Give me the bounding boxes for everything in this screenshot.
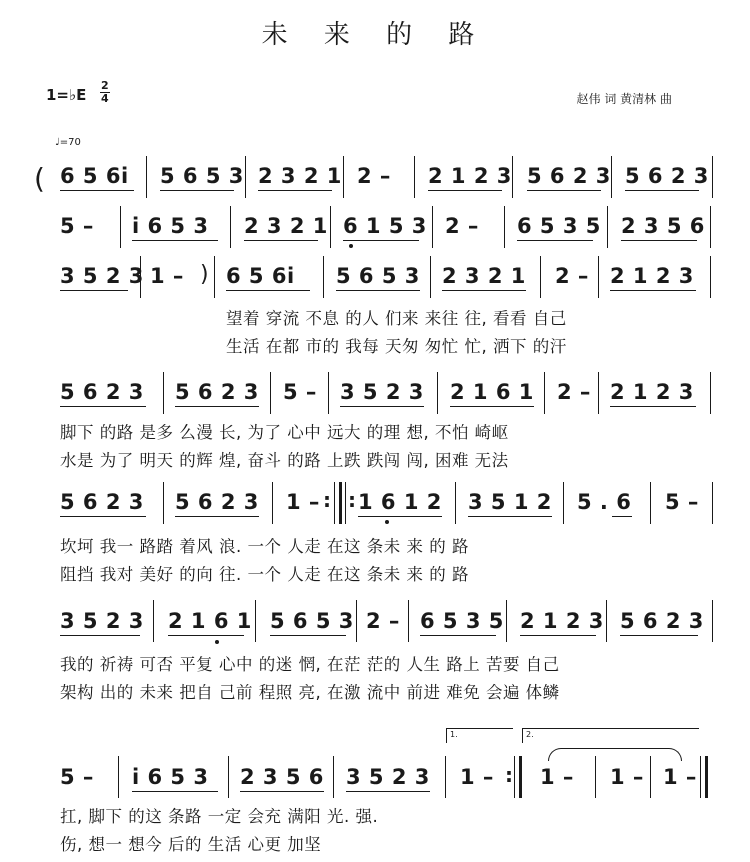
barline: [595, 756, 596, 798]
measure: 5 –: [283, 380, 317, 404]
barline: [710, 372, 711, 414]
measure: 1 –: [540, 765, 574, 789]
underline: [420, 635, 496, 636]
barline: [712, 600, 713, 642]
underline: [610, 406, 696, 407]
barline: [540, 256, 541, 298]
barline: [153, 600, 154, 642]
underline: [346, 791, 430, 792]
lyrics-verse-2: 阻挡 我对 美好 的向 往. 一个 人走 在这 条未 来 的 路: [60, 565, 469, 584]
measure: 2 –: [555, 264, 589, 288]
underline: [160, 190, 234, 191]
barline: [563, 482, 564, 524]
measure: 1 –: [460, 765, 494, 789]
underline: [468, 516, 552, 517]
underline: [168, 635, 244, 636]
barline-thick: [339, 482, 342, 524]
lyrics-verse-2: 生活 在都 市的 我每 天匆 匆忙 忙, 洒下 的汗: [226, 337, 567, 356]
measure: 5 6 2 3: [60, 380, 144, 404]
barline: [328, 372, 329, 414]
barline: [345, 482, 346, 524]
key-signature: 1=♭E: [46, 86, 87, 104]
paren-close: ): [200, 262, 209, 287]
barline: [343, 156, 344, 198]
measure: i 6 5 3: [132, 214, 209, 238]
measure: 2 1 2 3: [520, 609, 604, 633]
measure: 5 6 5 3: [160, 164, 244, 188]
barline: [710, 256, 711, 298]
underline: [60, 190, 134, 191]
underline: [244, 240, 318, 241]
barline: [333, 756, 334, 798]
measure: 1 –: [663, 765, 697, 789]
measure: 6 5 3 5: [420, 609, 504, 633]
measure: 2 3 2 1: [244, 214, 328, 238]
underline: [60, 516, 146, 517]
lyrics-verse-1: 我的 祈祷 可否 平复 心中 的迷 惘, 在茫 茫的 人生 路上 苦要 自己: [60, 655, 560, 674]
measure: 1 –: [610, 765, 644, 789]
measure: 2 –: [557, 380, 591, 404]
barline: [544, 372, 545, 414]
tempo-mark: ♩=70: [55, 137, 81, 148]
barline: [607, 206, 608, 248]
barline: [606, 600, 607, 642]
barline: [330, 206, 331, 248]
barline: [270, 372, 271, 414]
measure: 6 5 6i: [60, 164, 129, 188]
underline: [132, 240, 218, 241]
lyrics-verse-2: 伤, 想一 想今 后的 生活 心更 加坚: [60, 835, 322, 854]
measure: 6 5 6i: [226, 264, 295, 288]
underline: [620, 635, 698, 636]
barline: [163, 482, 164, 524]
underline: [442, 290, 526, 291]
measure: 2 –: [366, 609, 400, 633]
barline: [504, 206, 505, 248]
barline: [255, 600, 256, 642]
underline: [60, 635, 140, 636]
underline: [336, 290, 420, 291]
barline: [514, 756, 515, 798]
measure: 1 –: [150, 264, 184, 288]
barline: [228, 756, 229, 798]
lyrics-verse-2: 架构 出的 未来 把自 己前 程照 亮, 在激 流中 前进 难免 会遍 体鳞: [60, 683, 560, 702]
measure: 2 1 2 3: [428, 164, 512, 188]
barline: [163, 372, 164, 414]
paren-open: (: [34, 162, 45, 195]
underline: [132, 791, 218, 792]
lyrics-verse-1: 望着 穿流 不息 的人 们来 来往 往, 看看 自己: [226, 309, 567, 328]
barline-final: [705, 756, 708, 798]
measure: 1 6 1 2: [358, 490, 442, 514]
barline: [408, 600, 409, 642]
barline: [598, 256, 599, 298]
measure: 6 1 5 3: [343, 214, 427, 238]
lyrics-verse-1: 坎坷 我一 路踏 着风 浪. 一个 人走 在这 条未 来 的 路: [60, 537, 469, 556]
measure: 5 . 6: [577, 490, 632, 514]
repeat-dots: :: [323, 488, 331, 512]
barline: [140, 256, 141, 298]
barline: [437, 372, 438, 414]
underline: [527, 190, 601, 191]
measure: 3 5 2 3: [60, 264, 144, 288]
measure: 5 6 2 3: [620, 609, 704, 633]
score-title: 未 来 的 路: [261, 20, 489, 50]
measure: 2 3 5 6: [240, 765, 324, 789]
measure: 5 6 2 3: [527, 164, 611, 188]
barline-thick: [519, 756, 522, 798]
underline: [60, 406, 146, 407]
barline: [430, 256, 431, 298]
measure: 2 1 6 1: [450, 380, 534, 404]
measure: 3 5 2 3: [346, 765, 430, 789]
measure: 5 6 5 3: [270, 609, 354, 633]
barline: [700, 756, 701, 798]
barline: [432, 206, 433, 248]
barline: [650, 482, 651, 524]
low-octave-dot: [215, 640, 219, 644]
barline: [611, 156, 612, 198]
barline: [323, 256, 324, 298]
barline: [272, 482, 273, 524]
underline: [520, 635, 596, 636]
measure: 2 1 6 1: [168, 609, 252, 633]
measure: 6 5 3 5: [517, 214, 601, 238]
underline: [517, 240, 593, 241]
barline: [146, 156, 147, 198]
lyrics-verse-1: 扛, 脚下 的这 条路 一定 会充 满阳 光. 强.: [60, 807, 379, 826]
measure: 2 –: [357, 164, 391, 188]
underline: [450, 406, 534, 407]
barline: [214, 256, 215, 298]
measure: 5 6 5 3: [336, 264, 420, 288]
barline: [230, 206, 231, 248]
barline: [712, 482, 713, 524]
measure: i 6 5 3: [132, 765, 209, 789]
measure: 1 –: [286, 490, 320, 514]
underline: [240, 791, 324, 792]
barline: [710, 206, 711, 248]
underline: [340, 406, 424, 407]
barline: [650, 756, 651, 798]
underline: [625, 190, 699, 191]
measure: 2 3 2 1: [258, 164, 342, 188]
underline: [258, 190, 332, 191]
measure: 5 6 2 3: [60, 490, 144, 514]
underline: [270, 635, 346, 636]
low-octave-dot: [385, 520, 389, 524]
measure: 5 6 2 3: [625, 164, 709, 188]
credits: 赵伟 词 黄清林 曲: [576, 92, 672, 106]
measure: 2 1 2 3: [610, 380, 694, 404]
underline: [428, 190, 502, 191]
barline: [506, 600, 507, 642]
underline: [60, 290, 128, 291]
barline: [356, 600, 357, 642]
low-octave-dot: [349, 244, 353, 248]
underline: [175, 406, 259, 407]
volta-2-label: 2.: [526, 730, 534, 739]
underline: [175, 516, 259, 517]
barline: [598, 372, 599, 414]
measure: 2 1 2 3: [610, 264, 694, 288]
measure: 5 6 2 3: [175, 490, 259, 514]
underline: [226, 290, 310, 291]
volta-2-bracket: [522, 728, 699, 743]
underline: [358, 516, 442, 517]
measure: 2 –: [445, 214, 479, 238]
volta-1-label: 1.: [450, 730, 458, 739]
underline: [610, 290, 696, 291]
barline: [414, 156, 415, 198]
time-signature: [100, 80, 110, 105]
measure: 3 5 2 3: [340, 380, 424, 404]
tie: [548, 748, 682, 761]
barline: [512, 156, 513, 198]
measure: 5 –: [60, 214, 94, 238]
measure: 2 3 5 6: [621, 214, 705, 238]
time-signature-top: 2: [101, 79, 109, 92]
barline: [445, 756, 446, 798]
barline: [455, 482, 456, 524]
measure: 5 –: [60, 765, 94, 789]
underline: [621, 240, 697, 241]
measure: 3 5 2 3: [60, 609, 144, 633]
barline: [245, 156, 246, 198]
repeat-dots: :: [505, 763, 513, 787]
lyrics-verse-1: 脚下 的路 是多 么漫 长, 为了 心中 远大 的理 想, 不怕 崎岖: [60, 423, 509, 442]
measure: 5 6 2 3: [175, 380, 259, 404]
barline: [334, 482, 335, 524]
underline: [612, 516, 632, 517]
underline: [343, 240, 419, 241]
measure: 3 5 1 2: [468, 490, 552, 514]
barline: [712, 156, 713, 198]
repeat-dots: :: [348, 488, 356, 512]
barline: [118, 756, 119, 798]
barline: [120, 206, 121, 248]
lyrics-verse-2: 水是 为了 明天 的辉 煌, 奋斗 的路 上跌 跌闯 闯, 困难 无法: [60, 451, 509, 470]
measure: 2 3 2 1: [442, 264, 526, 288]
time-signature-bottom: 4: [101, 92, 109, 105]
measure: 5 –: [665, 490, 699, 514]
